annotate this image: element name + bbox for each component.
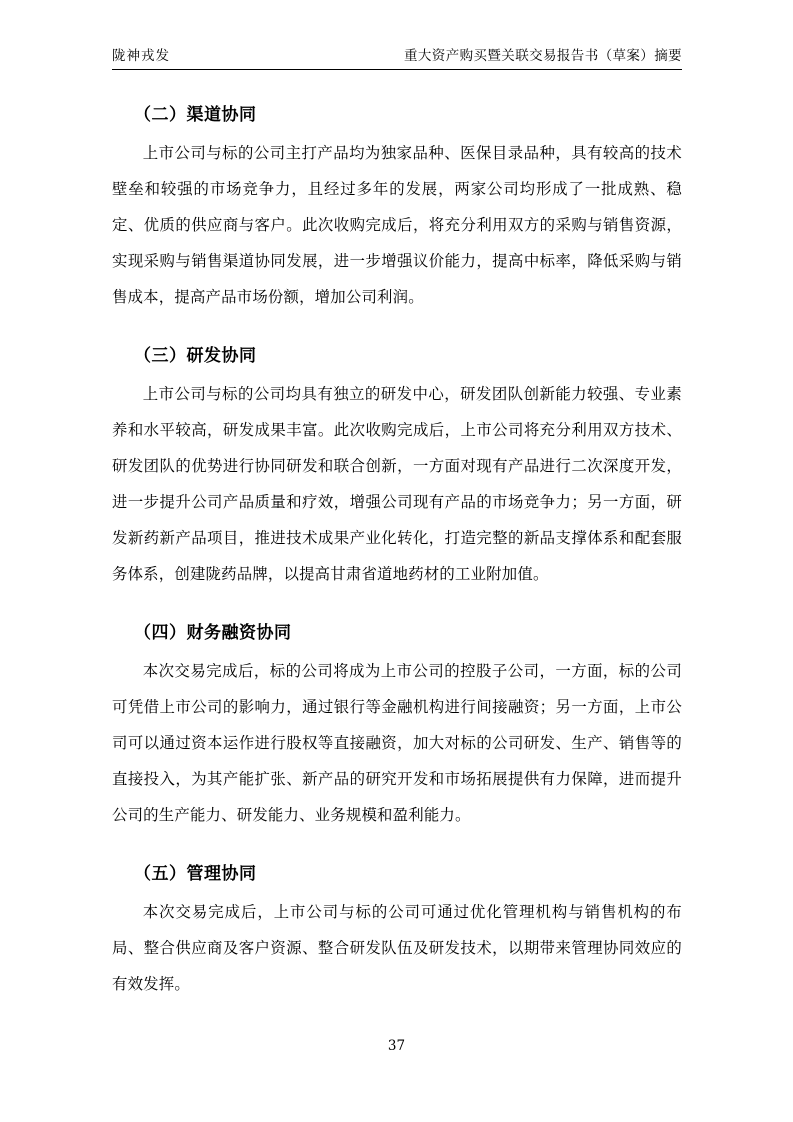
page-header xyxy=(112,44,682,64)
section-rnd-synergy xyxy=(112,341,682,592)
section-heading: （五）管理协同 xyxy=(134,864,257,884)
section-channel-synergy xyxy=(112,100,682,315)
section-finance-synergy xyxy=(112,618,682,833)
page-content-area xyxy=(112,44,682,1002)
header-document-title: 重大资产购买暨关联交易报告书（草案）摘要 xyxy=(404,48,682,64)
document-body xyxy=(112,100,682,1002)
section-heading: （二）渠道协同 xyxy=(134,105,257,125)
header-divider xyxy=(112,69,682,70)
section-paragraph: 本次交易完成后，标的公司将成为上市公司的控股子公司，一方面，标的公司可凭借上市公司的影响力，通过银行等金融机构进行间接融资；另一方面，上市公司可以通过资本运作进行股权等直接融资，加大对标的公司研发、生产、销售等的直接投入，为其产能扩张、新产品的研究开发和市场拓展提供有力保障，进而提升公司的生产能力、研发能力、业务规模和盈利能力。 xyxy=(112,662,682,824)
section-heading: （四）财务融资协同 xyxy=(134,623,292,643)
section-paragraph: 上市公司与标的公司均具有独立的研发中心，研发团队创新能力较强、专业素养和水平较高，研发成果丰富。此次收购完成后，上市公司将充分利用双方技术、研发团队的优势进行协同研发和联合创新，一方面对现有产品进行二次深度开发，进一步提升公司产品质量和疗效，增强公司现有产品的市场竞争力；另一方面，研发新药新产品项目，推进技术成果产业化转化，打造完整的新品支撑体系和配套服务体系，创建陇药品牌，以提高甘肃省道地药材的工业附加值。 xyxy=(112,385,682,583)
section-paragraph: 上市公司与标的公司主打产品均为独家品种、医保目录品种，具有较高的技术壁垒和较强的市场竞争力，且经过多年的发展，两家公司均形成了一批成熟、稳定、优质的供应商与客户。此次收购完成后，将充分利用双方的采购与销售资源，实现采购与销售渠道协同发展，进一步增强议价能力，提高中标率，降低采购与销售成本，提高产品市场份额，增加公司利润。 xyxy=(112,144,682,306)
section-management-synergy xyxy=(112,859,682,1002)
header-company-name: 陇神戎发 xyxy=(112,48,170,64)
page-footer xyxy=(0,1038,793,1054)
page-number: 37 xyxy=(387,1038,406,1054)
section-paragraph: 本次交易完成后，上市公司与标的公司可通过优化管理机构与销售机构的布局、整合供应商及客户资源、整合研发队伍及研发技术，以期带来管理协同效应的有效发挥。 xyxy=(112,903,682,993)
section-heading: （三）研发协同 xyxy=(134,346,257,366)
